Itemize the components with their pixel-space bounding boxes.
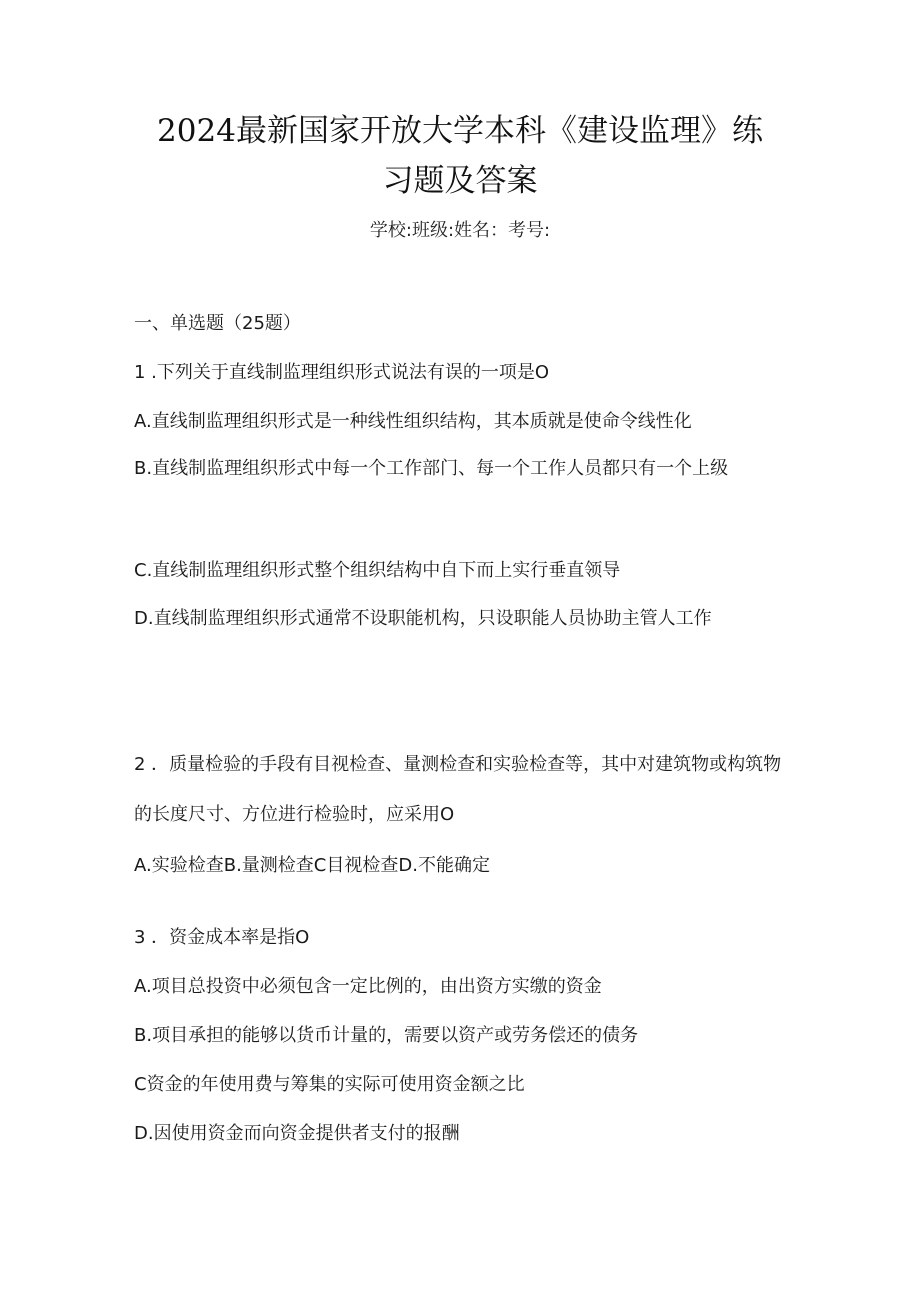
- document-title-line-2: 习题及答案: [382, 163, 538, 199]
- question-2-options: A.实验检查B.量测检查C目视检查D.不能确定: [134, 855, 490, 876]
- section-heading: 一、单选题（25题）: [134, 313, 301, 334]
- student-info-line: 学校:班级:姓名：考号:: [369, 220, 551, 241]
- document-title-line-1: 2024最新国家开放大学本科《建设监理》练: [157, 113, 763, 149]
- question-1-option-a: A.直线制监理组织形式是一种线性组织结构，其本质就是使命令线性化: [134, 411, 692, 432]
- question-1-option-b: B.直线制监理组织形式中每一个工作部门、每一个工作人员都只有一个上级: [134, 458, 729, 479]
- question-1-option-d: D.直线制监理组织形式通常不设职能机构，只设职能人员协助主管人工作: [134, 608, 712, 629]
- question-3-option-b: B.项目承担的能够以货币计量的，需要以资产或劳务偿还的债务: [134, 1025, 639, 1046]
- question-3-option-d: D.因使用资金而向资金提供者支付的报酬: [134, 1123, 460, 1144]
- question-3-option-a: A.项目总投资中必须包含一定比例的，由出资方实缴的资金: [134, 976, 602, 997]
- document-title: [120, 106, 800, 206]
- question-1-stem: 1 .下列关于直线制监理组织形式说法有误的一项是O: [134, 362, 550, 383]
- question-1-option-c: C.直线制监理组织形式整个组织结构中自下而上实行垂直领导: [134, 560, 621, 581]
- question-2-stem: 2 ．质量检验的手段有目视检查、量测检查和实验检查等，其中对建筑物或构筑物的长度尺寸、方位进行检验时，应采用O: [134, 754, 782, 825]
- question-3-stem: 3 ．资金成本率是指O: [134, 927, 310, 948]
- question-3-option-c: C资金的年使用费与筹集的实际可使用资金额之比: [134, 1074, 525, 1095]
